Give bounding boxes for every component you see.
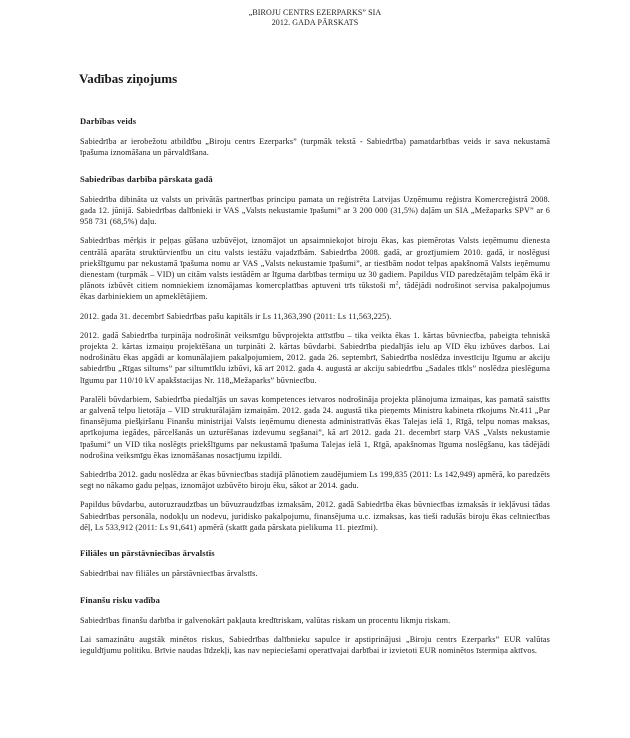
section-heading-operations: Sabiedrības darbība pārskata gadā [80,173,213,184]
section-heading-activity: Darbības veids [80,116,137,126]
paragraph-tail: , tādējādi nodrošinot servisa pakalpojumus ēkas darbiniekiem un apmeklētājiem. [80,281,550,302]
area-unit-superscript: 2 [395,280,399,287]
paragraph: Sabiedrībai nav filiāles un pārstāvniecības ārvalstīs. [80,569,258,579]
paragraph: Paralēli būvdarbiem, Sabiedrība piedalījās un savas kompetences ietvaros nodrošināja projekta plānojuma izmaiņas, kas pamatā saistīts ar galvenā telpu lietotāja – VID strukturālajām izmaiņām. 2012. gada 24. augustā tika pieņemts Ministru kabineta rīkojums Nr.411 „Par finansējuma piešķiršanu Finanšu ministrijai Valsts ieņēmumu dienesta administratīvās ēkas Talejas ielā 1, Rīgā, telpu nomas maksas, aprīkojuma iegādes, pārcelšanās un uzturēšanas izdevumu segšanai”, kā arī 2012. gada 21. decembrī starp VAS „Valsts nekustamie īpašumi” un VID tika noslēgts priekšlīgums par nekustamā īpašuma Talejas ielā 1, Rīgā, apakšnomas līguma noslēgšanu, kas tādējādi nodrošina veiksmīgu ēkas iznomāšanas nosacījumu izpildi. [80,394,550,460]
report-body [80,116,550,664]
paragraph: Lai samazinātu augstāk minētos riskus, Sabiedrības dalībnieku sapulce ir apstiprinājusi „Biroju centrs Ezerparks” EUR valūtas ieguldījumu politiku. Brīvie naudas līdzekļi, kas nav nepieciešami operatīvajai darbībai ir izvietoti EUR nominētos īstermiņa aktīvos. [80,634,550,656]
paragraph: 2012. gadā Sabiedrība turpināja nodrošināt veiksmīgu būvprojekta attīstību – tika veikta ēkas 1. kārtas būvniecība, pabeigta tehniskā projekta 2. kārtas izmaiņu projektēšana un turpināti 2. kārtas būvdarbi. Sabiedrība piedalījās ielu ap VID ēku izbūves darbos. Lai nodrošinātu ēkas apgādi ar komunālajiem pakalpojumiem, 2012. gada 26. septembrī, Sabiedrība noslēdza investīciju līgumu ar akciju sabiedrību „Rīgas siltums” par siltumtīklu izbūvi, kā arī 2012. gada 4. augustā ar akciju sabiedrību „Sadales tīkls” noslēdza pieslēguma līgumu par 110/10 kV apakšstacijas Nr. 118„Mežaparks” būvniecību. [80,330,550,385]
paragraph: Sabiedrības finanšu darbība ir galvenokārt pakļauta kredītriskam, valūtas riskam un procentu likmju riskam. [80,615,451,625]
header-company: „BIROJU CENTRS EZERPARKS” SIA [248,8,382,17]
paragraph: Sabiedrība ar ierobežotu atbildību „Biroju centrs Ezerparks” (turpmāk tekstā - Sabiedrība) pamatdarbības veids ir sava nekustamā īpašuma iznomāšana un pārvaldīšana. [80,137,550,158]
section-heading-branches: Filiāles un pārstāvniecības ārvalstīs [80,548,215,559]
paragraph: Papildus būvdarbu, autoruzraudzības un būvuzraudzības izmaksām, 2012. gadā Sabiedrība ēkas būvniecības izmaksās ir iekļāvusi tādas Sabiedrības personāla, nodokļu un nodevu, juridisko pakalpojumu, finansējuma u.c. izmaksas, kas tieši radušās biroju ēkas celtniecības dēļ, Ls 533,912 (2011: Ls 91,641) apmērā (skatīt gada pārskata pielikuma 11. piezīmi). [80,500,550,532]
page-header [0,8,630,28]
paragraph-text: Sabiedrības mērķis ir peļņas gūšana uzbūvējot, iznomājot un apsaimniekojot biroju ēkas, kas piemērotas Valsts ieņēmumu dienesta centrālā aparāta struktūrvienību un citu valsts iestāžu vajadzībām. Sabiedrība 2008. gadā, ar grozījumiem 2010. gadā, ir noslēgusi priekšlīgumu par nekustamā īpašuma nomu ar VAS „Valsts nekustamie īpašumi”, ar tiesībām nodot telpas apakšnomā Valsts ieņēmumu dienestam (turpmāk – VID) un citām valsts iestādēm ar līguma darbības termiņu uz 30 gadiem. Papildus VID paredzētajām telpām ēkā ir plānots izbūvēt citiem nomniekiem iznomājamas komercplatības aptuveni trīs tūkstoši m [80,236,550,291]
page-title: Vadības ziņojums [79,71,178,86]
section-heading-risk: Finanšu risku vadība [80,594,161,605]
header-report: 2012. GADA PĀRSKATS [271,18,359,27]
paragraph: 2012. gada 31. decembrī Sabiedrības pašu kapitāls ir Ls 11,363,390 (2011: Ls 11,563,225). [80,311,392,321]
paragraph-with-area [80,235,550,302]
paragraph: Sabiedrība dibināta uz valsts un privātās partnerības principu pamata un reģistrēta Latvijas Uzņēmumu reģistra Komercreģistrā 2008. gada 12. jūnijā. Sabiedrības dalībnieki ir VAS „Valsts nekustamie īpašumi” ar 3 200 000 (31,5%) daļām un SIA „Mežaparks SPV” ar 6 958 731 (68,5%) daļu. [80,194,550,227]
paragraph: Sabiedrība 2012. gadu noslēdza ar ēkas būvniecības stadijā plānotiem zaudējumiem Ls 199,835 (2011: Ls 142,949) apmērā, ko paredzēts segt no nākamo gadu peļņas, iznomājot uzbūvēto biroju ēku, sākot ar 2014. gadu. [80,470,550,491]
